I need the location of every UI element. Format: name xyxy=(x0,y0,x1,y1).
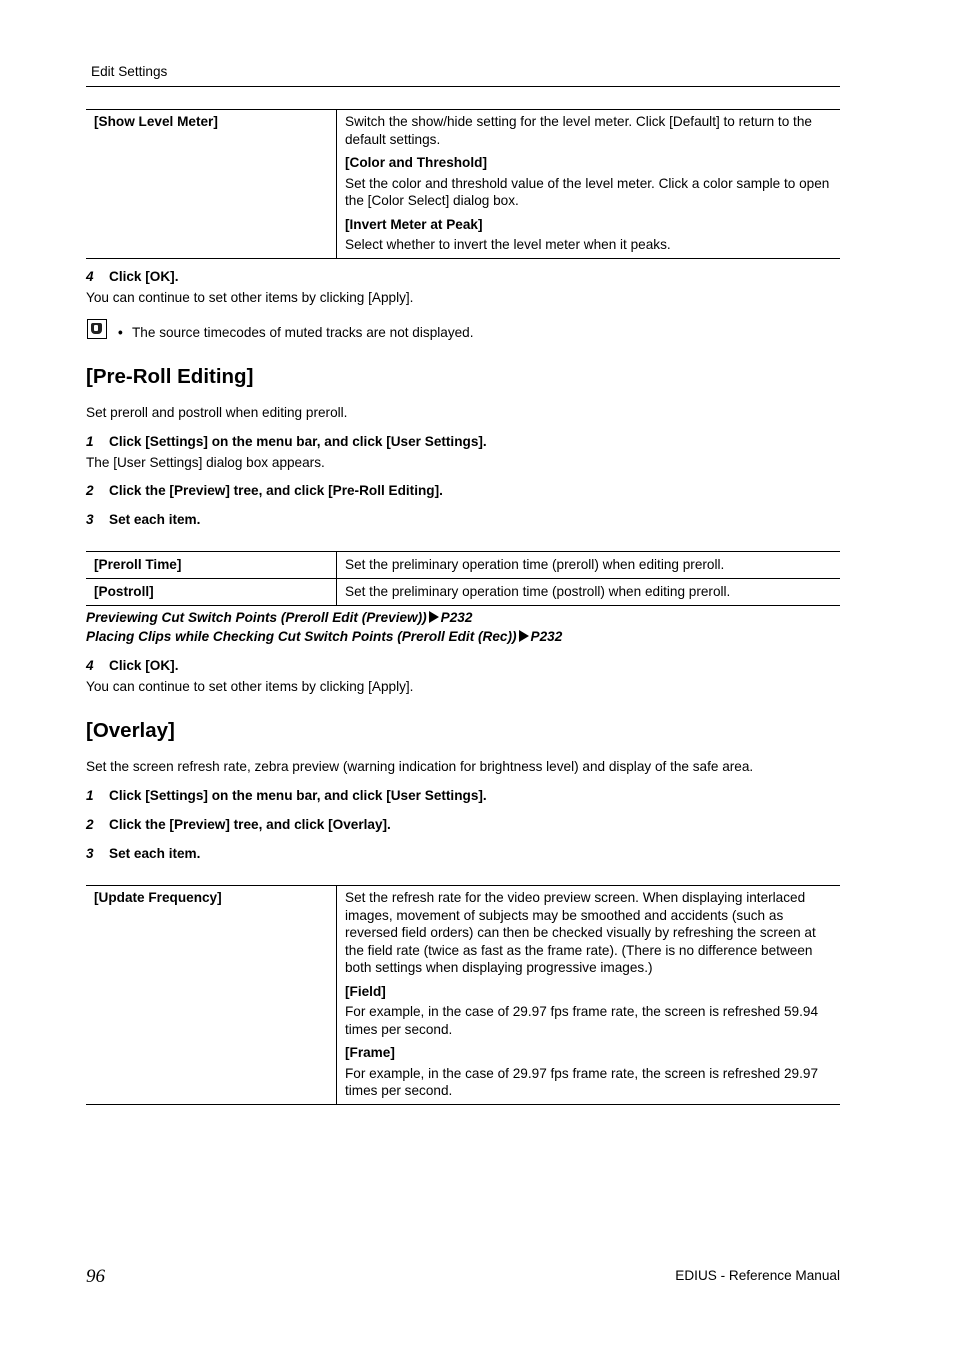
step-number: 2 xyxy=(86,483,94,498)
overlay-step-1 xyxy=(86,787,487,805)
manual-title: EDIUS - Reference Manual xyxy=(675,1268,840,1283)
preroll-table xyxy=(86,551,840,606)
table-row xyxy=(86,110,840,259)
cross-reference-rec[interactable] xyxy=(86,628,562,646)
xref-text[interactable]: Placing Clips while Checking Cut Switch Points (Preroll Edit (Rec)) xyxy=(86,629,517,644)
step-number: 4 xyxy=(86,658,94,673)
overlay-table xyxy=(86,885,840,1105)
sub-option-title: [Frame] xyxy=(345,1045,395,1060)
setting-description: Set the preliminary operation time (postroll) when editing preroll. xyxy=(345,583,731,599)
sub-option-title: [Field] xyxy=(345,983,386,999)
step-click-ok xyxy=(86,268,179,286)
setting-description xyxy=(337,110,841,259)
step-number: 4 xyxy=(86,269,94,284)
step-number: 1 xyxy=(86,788,94,803)
note-body: The source timecodes of muted tracks are not displayed. xyxy=(132,325,474,340)
section-heading-preroll: [Pre-Roll Editing] xyxy=(86,365,254,388)
setting-desc-text: Switch the show/hide setting for the level meter. Click [Default] to return to the default settings. xyxy=(345,114,812,147)
overlay-step-3 xyxy=(86,845,200,863)
setting-key: [Update Frequency] xyxy=(86,886,337,1105)
overlay-intro: Set the screen refresh rate, zebra preview (warning indication for brightness level) and display of the safe area. xyxy=(86,759,754,774)
preroll-step-1-result: The [User Settings] dialog box appears. xyxy=(86,455,325,470)
page-number: 96 xyxy=(86,1266,105,1287)
setting-key: [Postroll] xyxy=(86,578,337,606)
step-text: Click the [Preview] tree, and click [Overlay]. xyxy=(109,817,391,832)
apply-paragraph: You can continue to set other items by clicking [Apply]. xyxy=(86,679,414,694)
level-meter-table xyxy=(86,109,840,259)
overlay-step-2 xyxy=(86,816,391,834)
preroll-step-1 xyxy=(86,433,487,451)
step-text: Click [Settings] on the menu bar, and click [User Settings]. xyxy=(109,434,487,449)
setting-desc-text: Set the refresh rate for the video preview screen. When displaying interlaced images, movement of subjects may be smoothed and accidents (such as reversed field orders) can then be checked visually by refreshing the screen at the field rate (twice as fast as the frame rate). (There is no difference between both settings when displaying progressive images.) xyxy=(345,890,816,975)
preroll-step-4 xyxy=(86,657,179,675)
table-row xyxy=(86,886,840,1105)
sub-option-text: Set the color and threshold value of the level meter. Click a color sample to open the [Color Select] dialog box. xyxy=(345,175,830,208)
bullet: • xyxy=(118,325,123,340)
step-text: Click the [Preview] tree, and click [Pre-Roll Editing]. xyxy=(109,483,443,498)
arrow-right-icon xyxy=(429,611,439,623)
sub-option-title: [Invert Meter at Peak] xyxy=(345,216,483,232)
cross-reference-preview[interactable] xyxy=(86,609,472,627)
note-text xyxy=(118,324,474,342)
apply-paragraph: You can continue to set other items by clicking [Apply]. xyxy=(86,290,414,305)
sub-option-title: [Color and Threshold] xyxy=(345,155,487,170)
setting-key: [Preroll Time] xyxy=(86,552,337,579)
running-header: Edit Settings xyxy=(91,64,168,79)
step-text: Set each item. xyxy=(109,846,201,861)
table-row xyxy=(86,578,840,606)
setting-description xyxy=(337,886,841,1105)
preroll-step-2 xyxy=(86,482,443,500)
step-text: Click [OK]. xyxy=(109,269,179,284)
step-text: Set each item. xyxy=(109,512,201,527)
header-rule xyxy=(86,86,840,87)
setting-description: Set the preliminary operation time (preroll) when editing preroll. xyxy=(345,557,725,572)
sub-option-text: For example, in the case of 29.97 fps frame rate, the screen is refreshed 29.97 times per second. xyxy=(345,1065,819,1098)
step-text: Click [Settings] on the menu bar, and click [User Settings]. xyxy=(109,788,487,803)
setting-key: [Show Level Meter] xyxy=(86,110,337,259)
xref-text[interactable]: Previewing Cut Switch Points (Preroll Edit (Preview)) xyxy=(86,610,427,625)
step-text: Click [OK]. xyxy=(109,658,179,673)
note-icon xyxy=(87,319,107,339)
arrow-right-icon xyxy=(519,630,529,642)
preroll-intro: Set preroll and postroll when editing preroll. xyxy=(86,405,348,420)
xref-page[interactable]: P232 xyxy=(530,629,563,644)
section-heading-overlay: [Overlay] xyxy=(86,719,175,742)
step-number: 1 xyxy=(86,434,94,449)
step-number: 2 xyxy=(86,817,94,832)
xref-page[interactable]: P232 xyxy=(440,610,473,625)
table-row xyxy=(86,552,840,579)
sub-option-text: Select whether to invert the level meter when it peaks. xyxy=(345,237,671,252)
preroll-step-3 xyxy=(86,511,200,529)
step-number: 3 xyxy=(86,512,94,527)
step-number: 3 xyxy=(86,846,94,861)
sub-option-text: For example, in the case of 29.97 fps frame rate, the screen is refreshed 59.94 times per second. xyxy=(345,1004,819,1037)
